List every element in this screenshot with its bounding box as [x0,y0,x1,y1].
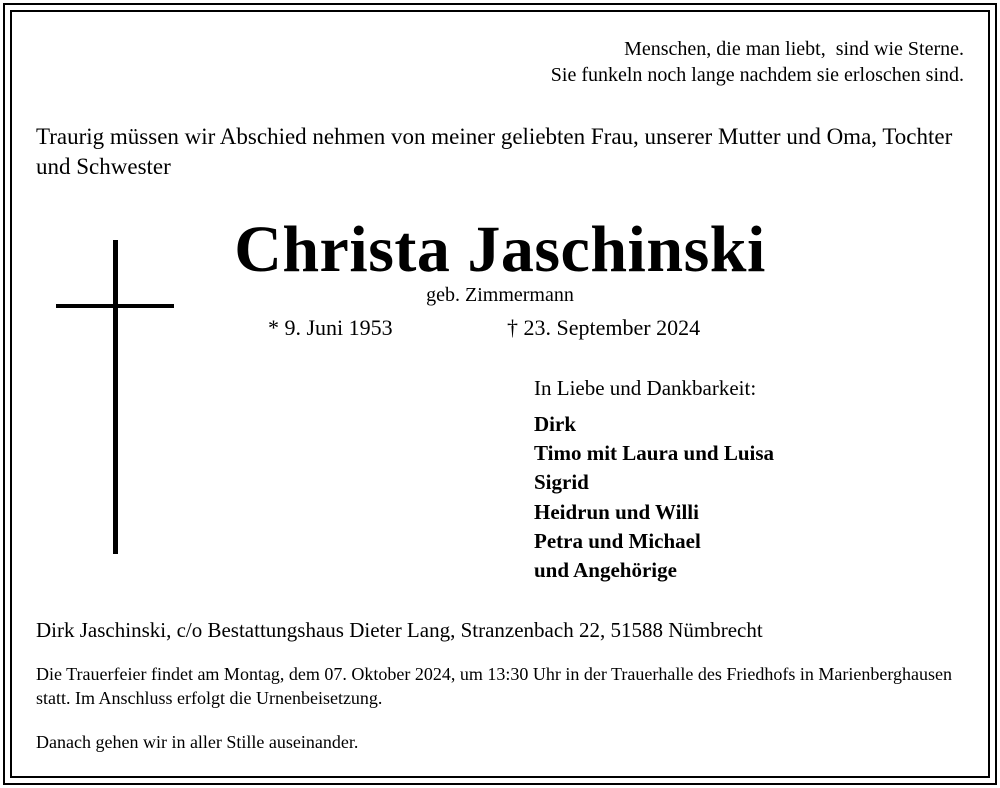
mourner-name: Heidrun und Willi [534,499,699,524]
quote-line-1: Menschen, die man liebt, sind wie Sterne. [624,38,964,60]
mourners-list [534,410,774,585]
birth-date: * 9. Juni 1953 [268,315,393,340]
mourner-name: Dirk [534,412,576,436]
mourner-name: Petra und Michael [534,528,701,553]
contact-address: Dirk Jaschinski, c/o Bestattungshaus Dieter Lang, Stranzenbach 22, 51588 Nümbrecht [36,618,763,642]
service-info: Die Trauerfeier findet am Montag, dem 07. Oktober 2024, um 13:30 Uhr in der Trauerhalle des Friedhofs in Marienberghausen statt. Im Anschluss erfolgt die Urnenbeisetzung. [36,664,952,708]
deceased-name: Christa Jaschinski [234,213,766,286]
death-date: † 23. September 2024 [507,315,701,340]
mourner-name: Timo mit Laura und Luisa [534,441,775,466]
mourners-heading: In Liebe und Dankbarkeit: [534,376,757,400]
quote [551,36,964,88]
mourner-name: Sigrid [534,470,589,495]
mourner-name: und Angehörige [534,558,677,583]
farewell-text: Danach gehen wir in aller Stille auseinander. [36,732,359,752]
quote-line-2: Sie funkeln noch lange nachdem sie erloschen sind. [550,64,964,86]
intro-text: Traurig müssen wir Abschied nehmen von meiner geliebten Frau, unserer Mutter und Oma, Tochter und Schwester [36,124,953,179]
birth-name: geb. Zimmermann [426,284,574,306]
